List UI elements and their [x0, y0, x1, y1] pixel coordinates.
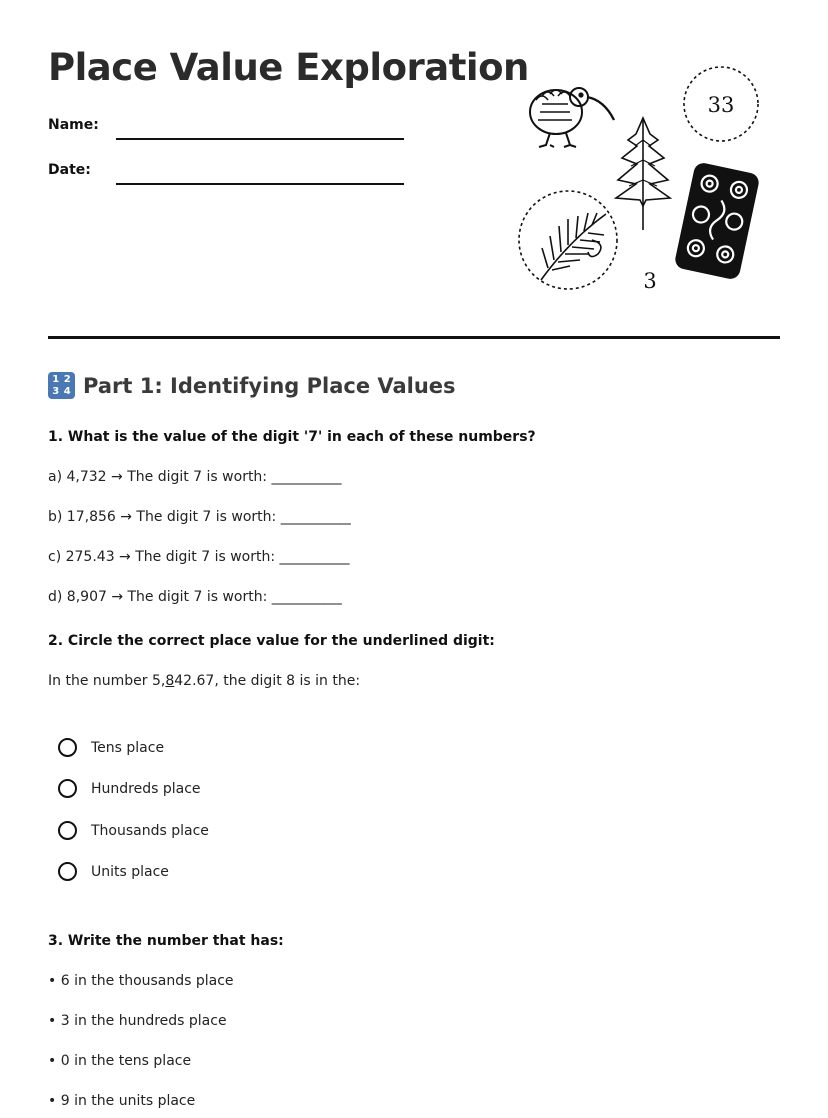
option-label: Units place	[91, 863, 169, 880]
question-3-item: • 3 in the hundreds place	[48, 1013, 227, 1029]
radio-circle[interactable]	[58, 738, 77, 757]
question-3-item: • 6 in the thousands place	[48, 973, 234, 989]
option-units-place[interactable]	[58, 862, 169, 881]
question-1-item-c: c) 275.43 → The digit 7 is worth: __________	[48, 549, 350, 565]
radio-circle[interactable]	[58, 821, 77, 840]
option-label: Hundreds place	[91, 780, 201, 797]
question-1-item-a: a) 4,732 → The digit 7 is worth: __________	[48, 469, 342, 485]
radio-circle[interactable]	[58, 862, 77, 881]
option-tens-place[interactable]	[58, 738, 164, 757]
art-number-33: 33	[707, 93, 735, 117]
page-title: Place Value Exploration	[48, 46, 529, 89]
option-thousands-place[interactable]	[58, 821, 209, 840]
option-label: Tens place	[91, 739, 165, 756]
question-1-item-b: b) 17,856 → The digit 7 is worth: __________	[48, 509, 351, 525]
question-1-item-d: d) 8,907 → The digit 7 is worth: __________	[48, 589, 342, 605]
patterned-tile-icon	[673, 161, 760, 280]
name-line	[116, 138, 404, 140]
question-3-prompt: 3. Write the number that has:	[48, 933, 284, 949]
question-2-sentence: In the number 5,842.67, the digit 8 is in the:	[48, 673, 361, 689]
question-2-prompt: 2. Circle the correct place value for the underlined digit:	[48, 633, 495, 649]
underlined-digit: 8	[165, 673, 175, 689]
radio-circle[interactable]	[58, 779, 77, 798]
art-number-3: 3	[643, 269, 657, 293]
section-divider	[48, 336, 780, 339]
date-label: Date:	[48, 162, 91, 178]
option-hundreds-place[interactable]	[58, 779, 201, 798]
kiwi-bird-icon	[530, 88, 614, 147]
decorative-illustrations	[508, 60, 774, 300]
question-3-item: • 0 in the tens place	[48, 1053, 192, 1069]
name-label: Name:	[48, 117, 99, 133]
numbers-icon: 1 2 3 4	[48, 372, 75, 399]
part1-heading	[48, 372, 456, 399]
question-1-prompt: 1. What is the value of the digit '7' in each of these numbers?	[48, 429, 536, 445]
fern-icon	[541, 213, 606, 280]
option-label: Thousands place	[91, 822, 209, 839]
part1-heading-text: Part 1: Identifying Place Values	[83, 373, 456, 398]
date-line	[116, 183, 404, 185]
leaf-icon	[616, 118, 670, 230]
question-3-item: • 9 in the units place	[48, 1093, 196, 1109]
